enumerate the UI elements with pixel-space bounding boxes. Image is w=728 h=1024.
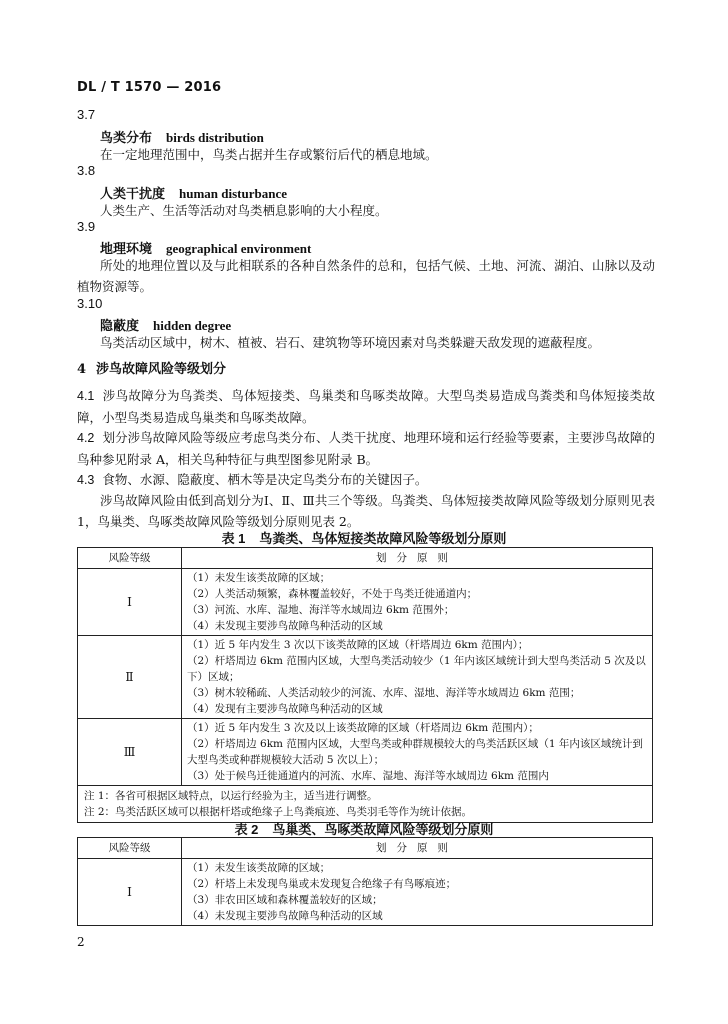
term-definition: 在一定地理范围中，鸟类占据并生存或繁衍后代的栖息地域。 [100,147,438,162]
section-paragraph: 涉鸟故障风险由低到高划分为Ⅰ、Ⅱ、Ⅲ共三个等级。鸟粪类、鸟体短接类故障风险等级划分原则见表 1，鸟巢类、鸟啄类故障风险等级划分原则见表 2。 [77,493,655,529]
column-header-level: 风险等级 [78,548,182,569]
criteria-item: （2）杆塔周边 6km 范围内区域，大型鸟类或种群规模较大的鸟类活跃区域（1 年内该区域统计到大型鸟类或种群规模较大活动 5 次以上）； [187,738,643,766]
table-2-caption [0,819,728,838]
term-number: 3.8 [77,163,96,178]
term-definition: 人类生产、生活等活动对鸟类栖息影响的大小程度。 [100,203,388,218]
term-en: geographical environment [166,241,312,256]
risk-level: Ⅱ [78,636,182,719]
table-header-row [78,838,653,859]
criteria-item: （1）近 5 年内发生 3 次及以上该类故障的区域（杆塔周边 6km 范围内）； [187,722,539,734]
table-title: 鸟粪类、鸟体短接类故障风险等级划分原则 [259,532,507,547]
term-en: hidden degree [153,318,232,333]
criteria-item: （1）未发生该类故障的区域； [187,862,331,874]
term-number: 3.9 [77,219,96,234]
term-number: 3.7 [77,107,96,122]
criteria-item: （1）近 5 年内发生 3 次以下该类故障的区域（杆塔周边 6km 范围内）； [187,639,529,651]
clause-4-1 [77,385,655,428]
criteria-cell [182,719,653,786]
section-heading [77,358,226,377]
table-row [78,859,653,926]
table-header-row [78,548,653,569]
column-header-level: 风险等级 [78,838,182,859]
table-label: 表 1 [221,531,246,546]
criteria-item: （2）人类活动频繁，森林覆盖较好，不处于鸟类迁徙通道内； [187,588,478,600]
term-zh: 人类干扰度 [100,187,166,202]
table-note: 注 2：鸟类活跃区域可以根据杆塔或绝缘子上鸟粪痕迹、鸟类羽毛等作为统计依据。 [84,806,473,818]
criteria-item: （4）发现有主要涉鸟故障鸟种活动的区域 [187,703,383,715]
table-notes [78,786,653,823]
criteria-cell [182,569,653,636]
table-1-caption [0,528,728,547]
criteria-item: （3）非农田区域和森林覆盖较好的区域； [187,894,383,906]
term-number: 3.10 [77,296,103,311]
criteria-item: （3）河流、水库、湿地、海洋等水域周边 6km 范围外； [187,604,455,616]
criteria-item: （3）树木较稀疏、人类活动较少的河流、水库、湿地、海洋等水域周边 6km 范围； [187,687,581,699]
term-zh: 地理环境 [100,242,153,257]
clause-text: 食物、水源、隐蔽度、栖木等是决定鸟类分布的关键因子。 [102,472,428,487]
criteria-cell [182,636,653,719]
criteria-cell [182,859,653,926]
term-en: human disturbance [179,186,288,201]
risk-level: Ⅰ [78,859,182,926]
table-2 [77,837,653,926]
criteria-item: （4）未发现主要涉鸟故障鸟种活动的区域 [187,910,383,922]
term-zh: 鸟类分布 [100,131,153,146]
table-label: 表 2 [234,822,259,837]
table-title: 鸟巢类、鸟啄类故障风险等级划分原则 [272,823,494,838]
table-1 [77,547,653,823]
table-row [78,636,653,719]
column-header-principle: 划分原则 [182,548,653,569]
criteria-item: （2）杆塔周边 6km 范围内区域，大型鸟类活动较少（1 年内该区域统计到大型鸟类活动 5 次及以下）区域； [187,655,646,683]
clause-number: 4.3 [77,473,95,487]
criteria-item: （4）未发现主要涉鸟故障鸟种活动的区域 [187,620,383,632]
criteria-item: （2）杆塔上未发现鸟巢或未发现复合绝缘子有鸟啄痕迹； [187,878,457,890]
risk-level: Ⅲ [78,719,182,786]
clause-number: 4.1 [77,389,95,403]
clause-number: 4.2 [77,431,95,445]
table-notes-row [78,786,653,823]
clause-4-2 [77,427,655,470]
section-number: 4 [77,362,87,377]
page-number: 2 [77,935,85,949]
table-row [78,569,653,636]
column-header-principle: 划分原则 [182,838,653,859]
table-note: 注 1：各省可根据区域特点，以运行经验为主，适当进行调整。 [84,790,378,802]
clause-text: 涉鸟故障分为鸟粪类、鸟体短接类、鸟巢类和鸟啄类故障。大型鸟类易造成鸟粪类和鸟体短接类故障，小型鸟类易造成鸟巢类和鸟啄类故障。 [77,388,655,425]
criteria-item: （3）处于候鸟迁徙通道内的河流、水库、湿地、海洋等水域周边 6km 范围内 [187,770,549,782]
table-row [78,719,653,786]
risk-level: Ⅰ [78,569,182,636]
standard-header: DL / T 1570 — 2016 [77,80,222,95]
term-zh: 隐蔽度 [100,319,140,334]
section-title: 涉鸟故障风险等级划分 [96,362,227,377]
term-definition: 鸟类活动区域中，树木、植被、岩石、建筑物等环境因素对鸟类躲避天敌发现的遮蔽程度。 [100,335,601,350]
criteria-item: （1）未发生该类故障的区域； [187,572,331,584]
term-en: birds distribution [166,130,264,145]
clause-text: 划分涉鸟故障风险等级应考虑鸟类分布、人类干扰度、地理环境和运行经验等要素，主要涉鸟故障的鸟种参见附录 A，相关鸟种特征与典型图参见附录 B。 [77,430,655,467]
term-definition: 所处的地理位置以及与此相联系的各种自然条件的总和，包括气候、土地、河流、湖泊、山脉以及动植物资源等。 [77,258,655,294]
clause-4-3 [77,469,655,491]
